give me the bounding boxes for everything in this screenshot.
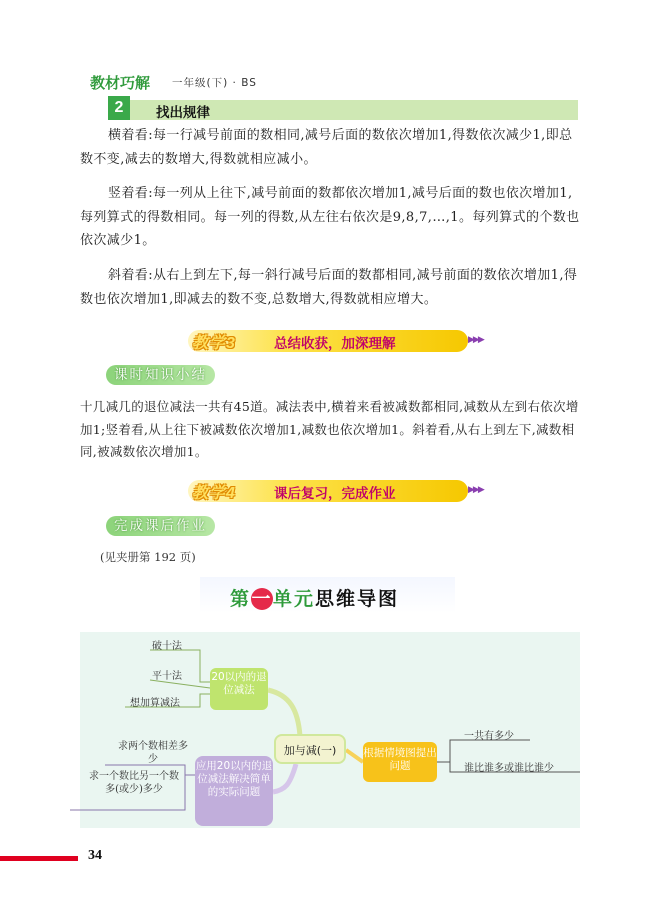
lesson-summary-text: 十几减几的退位减法一共有45道。减法表中,横着来看被减数都相同,减数从左到右依次增加1;竖着看,从上往下被减数依次增加1,减数也依次增加1。斜着看,从右上到左下,减数相同,被减数依次增加1。 [80,399,579,459]
step-4-title: 课后复习，完成作业 [274,486,396,502]
workbook-reference: (见夹册第 192 页) [100,550,196,564]
mindmap-leaf: 破十法 [152,641,182,652]
paragraph-vertical: 竖着看:每一列从上往下,减号前面的数都依次增加1,减号后面的数也依次增加1,每列算式的得数相同。每一列的得数,从左往右依次是9,8,7,…,1。每列算式的个数也依次减少1。 [80,186,580,248]
mindmap-node-application: 应用20以内的退位减法解决简单的实际问题 [195,756,273,826]
step-3-title: 总结收获，加深理解 [274,336,396,352]
step-4-tag: 教学4 [192,485,236,502]
section-number: 2 [108,96,130,120]
arrows-icon: ▶▶▶ [468,335,483,345]
mindmap-center-node: 加与减(一) [274,734,346,764]
paragraph-diagonal: 斜着看:从右上到左下,每一斜行减号后面的数都相同,减号前面的数依次增加1,得数也依次增加1,即减去的数不变,总数增大,得数就相应增大。 [80,268,578,307]
mindmap-title: 第一单元思维导图 [230,588,400,610]
mindmap-leaf: 平十法 [152,671,182,682]
mindmap-node-subtraction: 20以内的退位减法 [210,668,268,710]
footer-accent-bar [0,856,78,861]
grade-label: 一年级(下) · BS [172,77,257,89]
mindmap-leaf: 求一个数比另一个数多(或少)多少 [89,771,179,795]
mindmap-node-questions: 根据情境图提出问题 [363,742,437,782]
step-3-tag: 教学3 [192,335,236,352]
arrows-icon: ▶▶▶ [468,485,483,495]
series-title: 教材巧解 [90,74,151,92]
page-number: 34 [88,848,102,863]
section-title: 找出规律 [156,105,210,121]
paragraph-horizontal: 横着看:每一行减号前面的数相同,减号后面的数依次增加1,得数依次减少1,即总数不变,减去的数增大,得数就相应减小。 [80,128,573,167]
mindmap-leaf: 想加算减法 [130,698,180,709]
mindmap-leaf: 谁比谁多或谁比谁少 [464,763,554,774]
homework-heading: 完成课后作业 [106,516,215,536]
mindmap-leaf: 一共有多少 [464,731,514,742]
mindmap-leaf: 求两个数相差多少 [118,741,188,765]
lesson-summary-heading: 课时知识小结 [106,365,215,385]
